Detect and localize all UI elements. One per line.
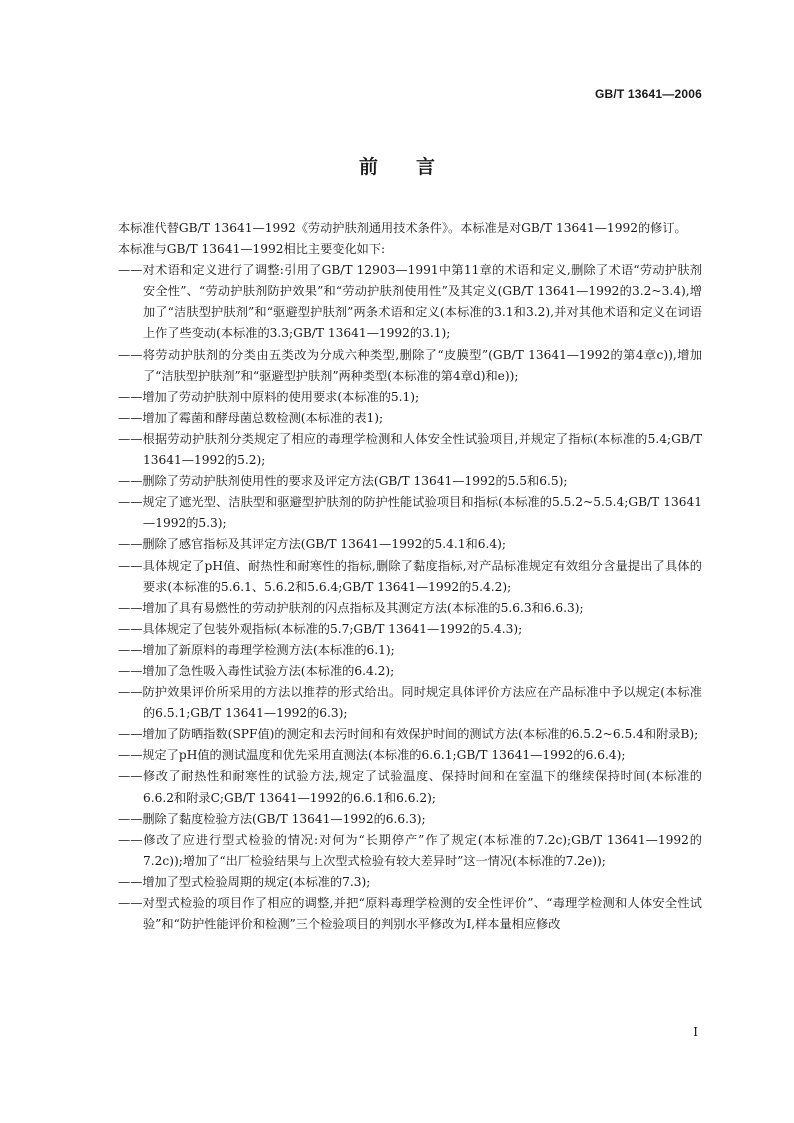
foreword-body: [92, 218, 702, 935]
change-item: ——增加了型式检验周期的规定(本标准的7.3);: [118, 874, 371, 889]
change-item: ——删除了黏度检验方法(GB/T 13641—1992的6.6.3);: [118, 811, 426, 826]
change-item: ——防护效果评价所采用的方法以推荐的形式给出。同时规定具体评价方法应在产品标准中予以规定(本标准的6.5.1;GB/T 13641—1992的6.3);: [118, 685, 702, 721]
change-item: ——增加了防晒指数(SPF值)的测定和去污时间和有效保护时间的测试方法(本标准的6.5.2~6.5.4和附录B);: [118, 727, 699, 742]
change-item: ——删除了劳动护肤剂使用性的要求及评定方法(GB/T 13641—1992的5.5和6.5);: [118, 474, 568, 489]
page-title: 前言: [358, 156, 473, 178]
change-item: ——增加了新原料的毒理学检测方法(本标准的6.1);: [118, 642, 395, 657]
change-item: ——删除了感官指标及其评定方法(GB/T 13641—1992的5.4.1和6.4);: [118, 537, 506, 552]
change-item: ——增加了具有易燃性的劳动护肤剂的闪点指标及其测定方法(本标准的5.6.3和6.6.3);: [118, 600, 584, 615]
change-item: ——增加了霉菌和酵母菌总数检测(本标准的表1);: [118, 410, 384, 425]
intro-paragraph: 本标准代替GB/T 13641—1992《劳动护肤剂通用技术条件》。本标准是对GB/T 13641—1992的修订。: [118, 221, 687, 235]
change-item: ——规定了pH值的测试温度和优先采用直测法(本标准的6.6.1;GB/T 13641—1992的6.6.4);: [118, 748, 626, 763]
standard-code: GB/T 13641—2006: [594, 87, 702, 101]
page-number: I: [693, 1025, 698, 1039]
change-item: ——增加了劳动护肤剂中原料的使用要求(本标准的5.1);: [118, 389, 420, 404]
change-item: ——修改了耐热性和耐寒性的试验方法,规定了试验温度、保持时间和在室温下的继续保持时间(本标准的6.6.2和附录C;GB/T 13641—1992的6.6.1和6.6.2);: [118, 769, 702, 805]
change-item: ——具体规定了包装外观指标(本标准的5.7;GB/T 13641—1992的5.4.3);: [118, 621, 523, 636]
change-item: ——增加了急性吸入毒性试验方法(本标准的6.4.2);: [118, 663, 395, 678]
intro-paragraph: 本标准与GB/T 13641—1992相比主要变化如下:: [118, 242, 386, 257]
change-item: ——根据劳动护肤剂分类规定了相应的毒理学检测和人体安全性试验项目,并规定了指标(本标准的5.4;GB/T 13641—1992的5.2);: [118, 431, 702, 468]
change-item: ——修改了应进行型式检验的情况:对何为“长期停产”作了规定(本标准的7.2c);GB/T 13641—1992的7.2c));增加了“出厂检验结果与上次型式检验有较大差异时”这一情况(本标准的7.2e));: [118, 832, 702, 868]
change-item: ——对型式检验的项目作了相应的调整,并把“原料毒理学检测的安全性评价”、“毒理学检测和人体安全性试验”和“防护性能评价和检测”三个检验项目的判别水平修改为Ⅰ,样本量相应修改: [118, 896, 702, 932]
change-item: ——将劳动护肤剂的分类由五类改为分成六种类型,删除了“皮膜型”(GB/T 13641—1992的第4章c)),增加了“洁肤型护肤剂”和“驱避型护肤剂”两种类型(本标准的第4章d)和e));: [118, 347, 702, 383]
change-item: ——规定了遮光型、洁肤型和驱避型护肤剂的防护性能试验项目和指标(本标准的5.5.2~5.5.4;GB/T 13641—1992的5.3);: [118, 495, 702, 531]
change-item: ——对术语和定义进行了调整:引用了GB/T 12903—1991中第11章的术语和定义,删除了术语“劳动护肤剂安全性”、“劳动护肤剂防护效果”和“劳动护肤剂使用性”及其定义(GB/T 13641—1992的3.2~3.4),增加了“洁肤型护肤剂”和“驱避型护肤剂”两条术语和定义(本标准的3.1和3.2),并对其他术语和定义在词语上作了些变动(本标准的3.3;GB/T 13641—1992的3.1);: [118, 263, 702, 341]
change-item: ——具体规定了pH值、耐热性和耐寒性的指标,删除了黏度指标,对产品标准规定有效组分含量提出了具体的要求(本标准的5.6.1、5.6.2和5.6.4;GB/T 13641—1992的5.4.2);: [118, 558, 702, 594]
